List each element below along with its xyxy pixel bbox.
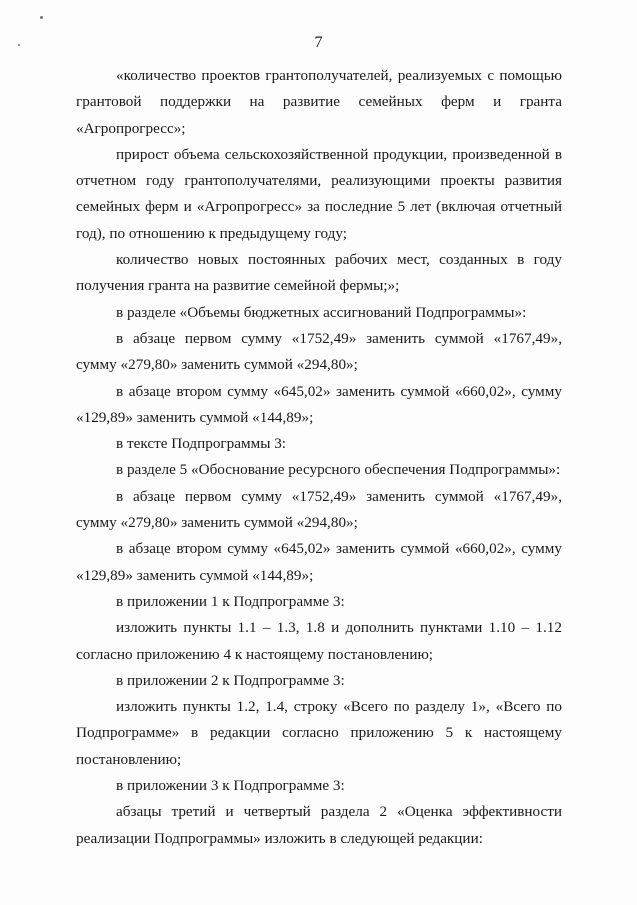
paragraph: абзацы третий и четвертый раздела 2 «Оценка эффективности реализации Подпрограммы» изложить в следующей редакции: — [76, 803, 562, 847]
paragraph: прирост объема сельскохозяйственной продукции, произведенной в отчетном году грантополучателями, реализующими проекты развития семейных ферм и «Агропрогресс» за последние 5 лет (включая отчетный год), по отношению к предыдущему году; — [76, 145, 562, 242]
paragraph: в приложении 3 к Подпрограмме 3: — [116, 777, 345, 795]
paragraph: в приложении 1 к Подпрограмме 3: — [116, 592, 345, 610]
page-number: 7 — [314, 34, 323, 51]
paragraph: в разделе «Объемы бюджетных ассигнований Подпрограммы»: — [116, 303, 527, 321]
paragraph: в абзаце втором сумму «645,02» заменить суммой «660,02», сумму «129,89» заменить суммой «144,89»; — [76, 382, 562, 426]
scan-speck — [40, 16, 43, 19]
paragraph: изложить пункты 1.2, 1.4, строку «Всего по разделу 1», «Всего по Подпрограмме» в редакции согласно приложению 5 к настоящему постановлению; — [76, 698, 562, 768]
paragraph: количество новых постоянных рабочих мест, созданных в году получения гранта на развитие семейной фермы;»; — [76, 251, 562, 295]
paragraph: в абзаце втором сумму «645,02» заменить суммой «660,02», сумму «129,89» заменить суммой «144,89»; — [76, 540, 562, 584]
paragraph: в абзаце первом сумму «1752,49» заменить суммой «1767,49», сумму «279,80» заменить суммой «294,80»; — [76, 329, 562, 374]
paragraph: изложить пункты 1.1 – 1.3, 1.8 и дополнить пунктами 1.10 – 1.12 согласно приложению 4 к настоящему постановлению; — [76, 619, 562, 663]
paragraph: в приложении 2 к Подпрограмме 3: — [116, 671, 345, 689]
document-body — [76, 63, 562, 852]
paragraph: «количество проектов грантополучателей, реализуемых с помощью грантовой поддержки на развитие семейных ферм и гранта «Агропрогресс»; — [76, 67, 562, 137]
paragraph: в тексте Подпрограммы 3: — [116, 435, 287, 453]
paragraph: в разделе 5 «Обоснование ресурсного обеспечения Подпрограммы»: — [116, 461, 561, 479]
paragraph: в абзаце первом сумму «1752,49» заменить суммой «1767,49», сумму «279,80» заменить суммой «294,80»; — [76, 487, 562, 532]
